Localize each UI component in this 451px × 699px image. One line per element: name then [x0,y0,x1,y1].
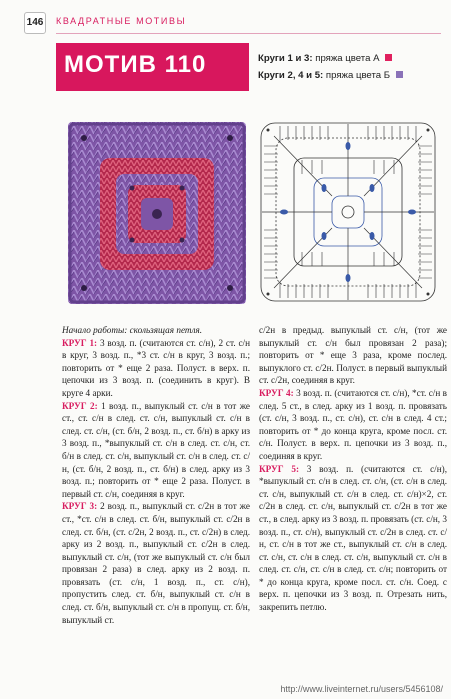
round-4 [259,387,447,463]
round-2-text: 1 возд. п., выпуклый ст. с/н в тот же ст., ст. с/н в след. ст. с/н, выпуклый ст. с/н в след. ст. с/н, (ст. б/н, 2 возд. п., ст. б/н) в арку из 3 возд. п., *выпуклый ст. с/н в след. ст. с/н, ст. б/н в след. ст. с/н, выпуклый ст. с/н в след. ст. с/н, (ст. б/н, 2 возд. п., ст. б/н) в след. арку из 3 возд. п.; повторить от * еще 2 раза. Полуст. в первый ст. с/н, соединяя в круг. [62,400,250,499]
yarn-line-b-rounds: Круги 2, 4 и 5: [258,70,324,81]
round-5-label: КРУГ 5: [259,463,300,474]
round-4-label: КРУГ 4: [259,387,294,398]
page-number: 146 [24,12,46,34]
round-3-continued: с/2н в предыд. выпуклый ст. с/н, (тот же выпуклый ст. с/н был провязан 2 раза); повторить от * еще 3 раза, кроме послед. выпуклого ст. с/2н. Полуст. в первый выпуклый ст. с/2н, соединяя в круг. [259,325,447,386]
right-text-column [259,324,447,614]
round-3-label: КРУГ 3: [62,501,98,512]
header-divider [56,33,441,34]
section-title: КВАДРАТНЫЕ МОТИВЫ [56,16,187,26]
round-3 [62,500,250,626]
source-url[interactable]: http://www.liveinternet.ru/users/5456108/ [280,684,443,694]
round-1 [62,337,250,400]
round-3-text: 2 возд. п., выпуклый ст. с/2н в тот же ст., *ст. с/н в след. ст. б/н, выпуклый ст. с/2н в след. ст. б/н, (ст. с/2н, 2 возд. п., ст. с/2н) в след. арку из 2 возд. п., выпуклый ст. с/2н в след. выпуклый ст. с/н, (тот же выпуклый ст. с/н был провязан 2 раза) в след. арку из 2 возд. п. провязать (ст. с/н, 1 возд. п., ст. с/н), пропустить след. ст. б/н, выпуклый ст. с/н в след. ст. б/н, выпуклый ст. с/н в пропущ. ст. б/н, выпуклый ст. [62,501,250,625]
crochet-chart [254,116,442,308]
color-b-swatch [396,71,403,78]
round-5-text: 3 возд. п. (считаются ст. с/н), *выпуклый ст. с/н в след. ст. с/н, (ст. с/н в след. ст. с/н, выпуклый ст. с/н в след. ст. с/н)×2, ст. с/2н в след. ст. с/н, выпуклый ст. с/2н в тот же ст., в след. арку из 3 возд. п. провязать (ст. с/н, 3 возд. п., ст. с/н), выпуклый ст. с/2н в след. ст. с/н, ст. с/н в тот же ст., выпуклый ст. с/н в след. ст. с/н, ст. с/н в след. ст. с/н, выпуклый ст. с/н в след. ст. с/н, ст. с/н в след. ст. с/н; повторить от * до конца круга, кроме посл. ст. с/н. Соед. с верх. п. цепочки из 3 возд. п. Отрезать нить, закрепить петлю. [259,463,447,613]
round-2-label: КРУГ 2: [62,400,98,411]
yarn-line-a [258,53,392,64]
left-text-column [62,324,250,626]
motif-title: МОТИВ 110 [64,51,207,78]
yarn-line-a-text: пряжа цвета А [312,53,380,64]
yarn-line-b-text: пряжа цвета Б [323,70,391,81]
intro-text: Начало работы: скользящая петля. [62,325,203,335]
round-2 [62,400,250,501]
round-4-text: 3 возд. п. (считаются ст. с/н), *ст. с/н в след. 5 ст., в след. арку из 1 возд. п. провязать (ст. с/н, 3 возд. п., ст. с/н), ст. с/н в след. 4 ст.; повторить от * до конца круга, кроме посл. ст. с/н. Полуст. в верх. п. цепочки из 3 возд. п., соединяя в круг. [259,387,447,461]
yarn-line-a-rounds: Круги 1 и 3: [258,53,313,64]
color-a-swatch [385,54,392,61]
motif-photo [62,118,252,308]
round-5 [259,463,447,614]
round-1-text: 3 возд. п. (считаются ст. с/н), 2 ст. с/н в круг, 3 возд. п., *3 ст. с/н в круг, 3 возд. п.; повторить от * еще 2 раза. Полуст. в верх. п. цепочки из 3 возд. п. (соединить в круг). В круге 4 арки. [62,337,250,398]
round-1-label: КРУГ 1: [62,337,98,348]
yarn-line-b [258,70,403,81]
